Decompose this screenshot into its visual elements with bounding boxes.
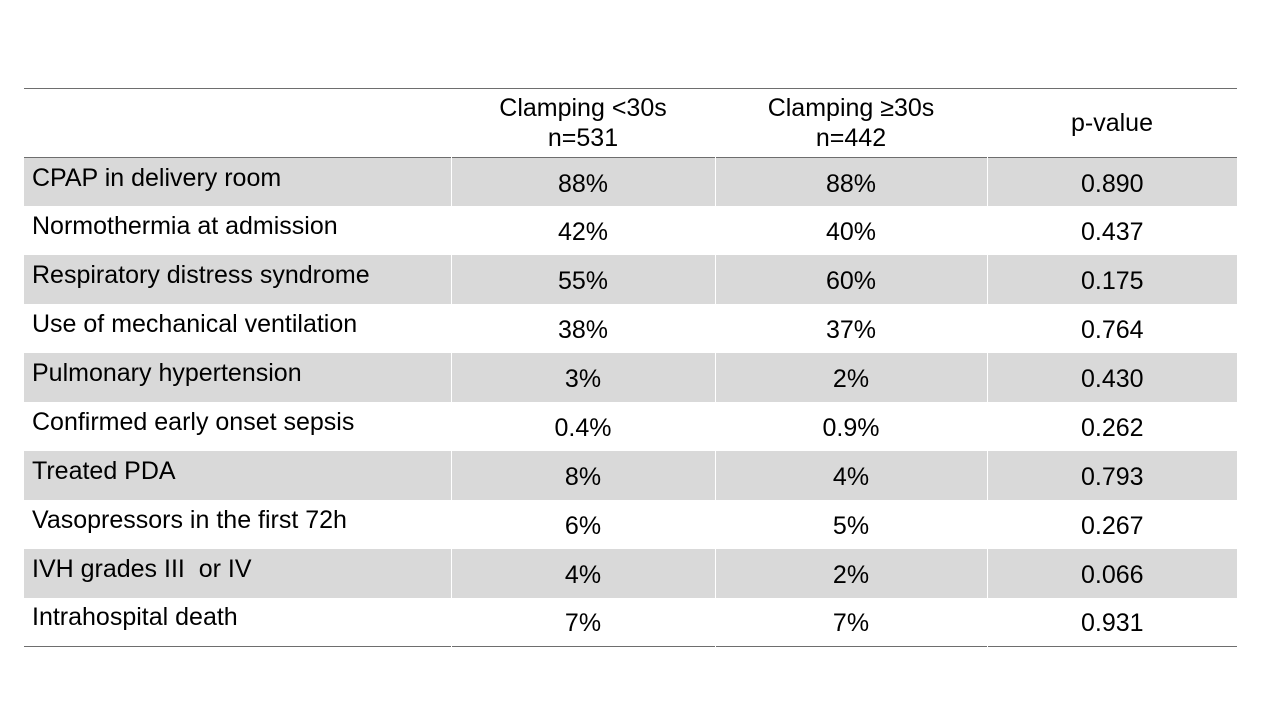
header-cell-clamping-ge30	[715, 89, 987, 158]
clamping-ge30-value: 2%	[715, 353, 987, 402]
p-value: 0.890	[987, 158, 1237, 207]
table-row	[24, 353, 1237, 402]
clamping-ge30-value: 0.9%	[715, 402, 987, 451]
clamping-ge30-value: 5%	[715, 500, 987, 549]
row-label: Use of mechanical ventilation	[32, 310, 358, 339]
table-row	[24, 206, 1237, 255]
clamping-ge30-value: 40%	[715, 206, 987, 255]
header-cell-label	[24, 89, 451, 158]
clamping-lt30-value: 38%	[451, 304, 715, 353]
clamping-ge30-value: 60%	[715, 255, 987, 304]
table-row	[24, 549, 1237, 598]
clamping-ge30-value: 37%	[715, 304, 987, 353]
clamping-ge30-value: 2%	[715, 549, 987, 598]
table-row	[24, 304, 1237, 353]
table-row	[24, 598, 1237, 647]
p-value: 0.793	[987, 451, 1237, 500]
clamping-lt30-value: 88%	[451, 158, 715, 207]
clamping-lt30-value: 6%	[451, 500, 715, 549]
row-label: Respiratory distress syndrome	[24, 255, 451, 304]
row-label: Intrahospital death	[32, 603, 238, 632]
row-label: CPAP in delivery room	[24, 158, 451, 207]
header-clamping-lt30-n: n=531	[547, 124, 619, 152]
p-value: 0.262	[987, 402, 1237, 451]
p-value: 0.931	[987, 598, 1237, 647]
table-row	[24, 402, 1237, 451]
header-row	[24, 89, 1237, 158]
header-cell-p-value	[987, 89, 1237, 158]
clamping-ge30-value: 4%	[715, 451, 987, 500]
clamping-lt30-value: 55%	[451, 255, 715, 304]
table-row	[24, 255, 1237, 304]
header-clamping-ge30-title: Clamping ≥30s	[767, 94, 935, 122]
p-value: 0.066	[987, 549, 1237, 598]
clamping-ge30-value: 7%	[715, 598, 987, 647]
clamping-lt30-value: 4%	[451, 549, 715, 598]
clamping-ge30-value: 88%	[715, 158, 987, 207]
row-label: Pulmonary hypertension	[24, 353, 451, 402]
clamping-lt30-value: 0.4%	[451, 402, 715, 451]
clamping-lt30-value: 42%	[451, 206, 715, 255]
p-value: 0.437	[987, 206, 1237, 255]
table-row	[24, 451, 1237, 500]
row-label: Normothermia at admission	[32, 212, 338, 241]
p-value: 0.764	[987, 304, 1237, 353]
table-body	[24, 158, 1237, 647]
p-value: 0.430	[987, 353, 1237, 402]
clamping-lt30-value: 8%	[451, 451, 715, 500]
row-label: IVH grades III or IV	[24, 549, 451, 598]
row-label: Confirmed early onset sepsis	[32, 407, 355, 436]
header-clamping-lt30-title: Clamping <30s	[499, 94, 667, 122]
header-p-value-title: p-value	[1071, 109, 1153, 137]
outcomes-table	[24, 88, 1237, 647]
row-label: Vasopressors in the first 72h	[32, 505, 347, 534]
table-header	[24, 89, 1237, 158]
table-row	[24, 500, 1237, 549]
p-value: 0.267	[987, 500, 1237, 549]
table-row	[24, 158, 1237, 207]
p-value: 0.175	[987, 255, 1237, 304]
header-cell-clamping-lt30	[451, 89, 715, 158]
clamping-lt30-value: 7%	[451, 598, 715, 647]
row-label: Treated PDA	[24, 451, 451, 500]
header-clamping-ge30-n: n=442	[815, 124, 887, 152]
clamping-lt30-value: 3%	[451, 353, 715, 402]
